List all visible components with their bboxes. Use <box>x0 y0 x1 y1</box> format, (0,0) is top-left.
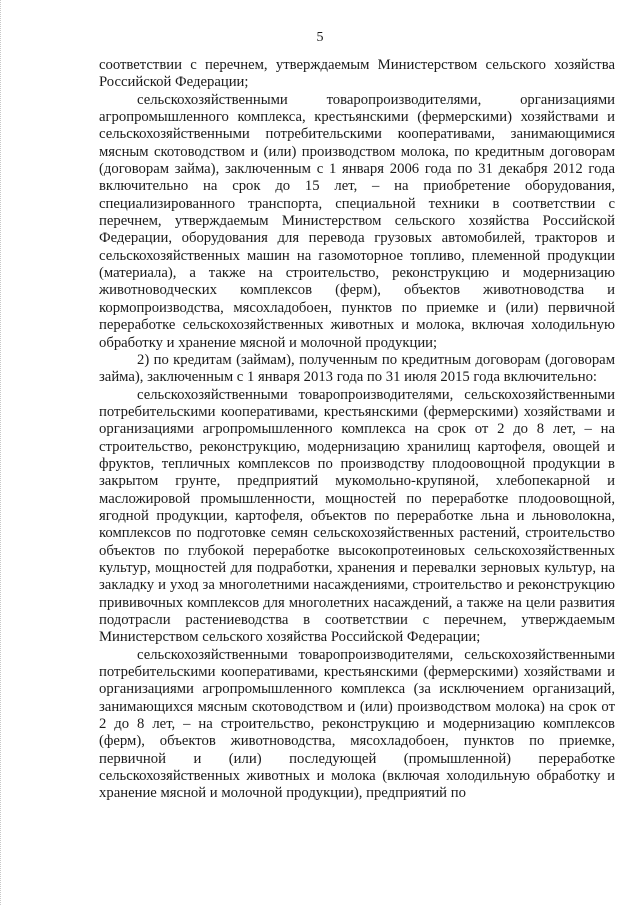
page-number: 5 <box>316 30 324 45</box>
paragraph-item-2: 2) по кредитам (займам), полученным по кредитным договорам (договорам займа), заключенным с 1 января 2013 года по 31 июля 2015 года включительно: <box>99 351 615 386</box>
document-body <box>99 57 615 803</box>
paragraph-livestock-processing: сельскохозяйственными товаропроизводителями, сельскохозяйственными потребительскими кооперативами, крестьянскими (фермерскими) хозяйствами и организациями агропромышленного комплекса (за исключением организаций, занимающихся мясным скотоводством и (или) производством молока) на срок от 2 до 8 лет, – на строительство, реконструкцию и модернизацию комплексов (ферм), объектов животноводства, мясохладобоен, пунктов по приемке, первичной и (или) последующей (промышленной) переработке сельскохозяйственных животных и молока (включая холодильную обработку и хранение мясной и молочной продукции), предприятий по <box>99 646 615 802</box>
scan-edge <box>0 0 5 905</box>
paragraph-crop-production: сельскохозяйственными товаропроизводителями, сельскохозяйственными потребительскими кооперативами, крестьянскими (фермерскими) хозяйствами и организациями агропромышленного комплекса на срок от 2 до 8 лет, – на строительство, реконструкцию, модернизацию хранилищ картофеля, овощей и фруктов, тепличных комплексов по производству плодоовощной продукции в закрытом грунте, предприятий мукомольно-крупяной, хлебопекарной и масложировой промышленности, мощностей по переработке плодоовощной, ягодной продукции, картофеля, объектов по переработке льна и льноволокна, комплексов по подготовке семян сельскохозяйственных растений, строительство объектов по глубокой переработке высокопротеиновых сельскохозяйственных культур, мощностей для подработки, хранения и перевалки зерновых культур, на закладку и уход за многолетними насаждениями, строительство и реконструкцию прививочных комплексов для многолетних насаждений, а также на цели развития подотрасли растениеводства в соответствии с перечнем, утверждаемым Министерством сельского хозяйства Российской Федерации; <box>99 386 615 646</box>
paragraph-dairy-meat-credits: сельскохозяйственными товаропроизводителями, организациями агропромышленного комплекса, крестьянскими (фермерскими) хозяйствами и сельскохозяйственными потребительскими кооперативами, занимающимися мясным скотоводством и (или) производством молока, по кредитным договорам (договорам займа), заключенным с 1 января 2006 года по 31 декабря 2012 года включительно на срок до 15 лет, – на приобретение оборудования, специализированного транспорта, специальной техники в соответствии с перечнем, утверждаемым Министерством сельского хозяйства Российской Федерации, оборудования для перевода грузовых автомобилей, тракторов и сельскохозяйственных машин на газомоторное топливо, племенной продукции (материала), а также на строительство, реконструкцию и модернизацию животноводческих комплексов (ферм), объектов животноводства и кормопроизводства, мясохладобоен, пунктов по приемке и (или) первичной переработке сельскохозяйственных животных и молока, включая холодильную обработку и хранение мясной и молочной продукции; <box>99 91 615 351</box>
paragraph-continuation: соответствии с перечнем, утверждаемым Министерством сельского хозяйства Российской Федерации; <box>99 57 615 91</box>
